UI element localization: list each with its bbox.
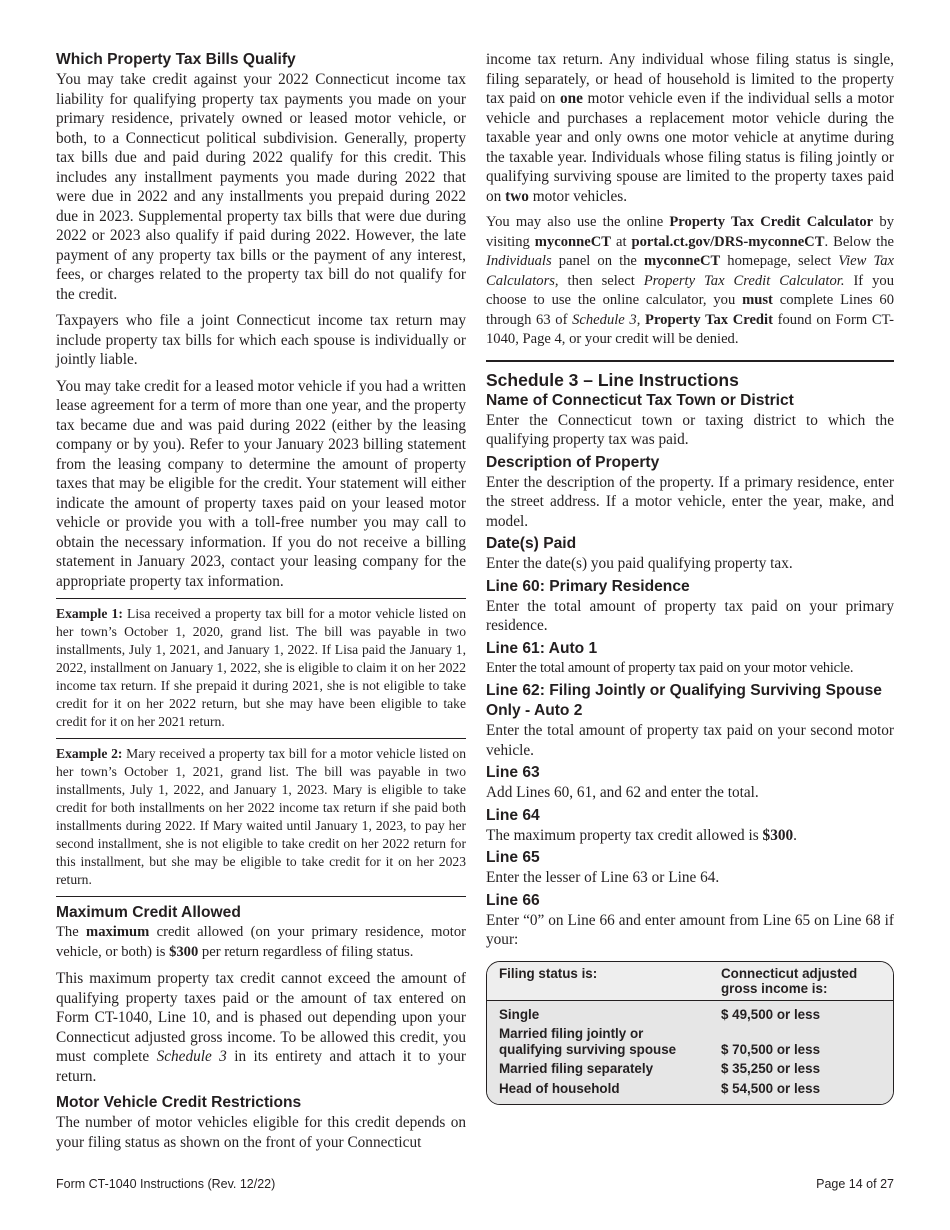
line-63-paragraph: Add Lines 60, 61, and 62 and enter the total. [486,784,759,801]
max-credit-heading: Maximum Credit Allowed [56,904,241,921]
calculator-paragraph: You may also use the online Property Tax Credit Calculator by visiting myconneCT at portal.ct.gov/DRS-myconneCT. Below the Individuals panel on the myconneCT homepage, select View Tax Calculators, then select Property Tax Credit Calculator. If you choose to use the online calculator, you must complete Lines 60 through 63 of Schedule 3, Property Tax Credit found on Form CT-1040, Page 4, or your credit will be denied. [486,214,895,347]
divider [56,738,466,739]
line-66-heading: Line 66 [486,891,540,909]
max-credit-paragraph-1: The maximum credit allowed (on your primary residence, motor vehicle, or both) is $300 per return regardless of filing status. [56,924,467,960]
table-header [487,962,893,1001]
date-paragraph: Enter the date(s) you paid qualifying property tax. [486,555,793,572]
qualify-heading: Which Property Tax Bills Qualify [56,51,296,68]
income-cell: $ 54,500 or less [721,1080,821,1096]
example-1 [56,605,466,731]
footer-form-id: Form CT-1040 Instructions (Rev. 12/22) [56,1177,276,1191]
example-2-text: Mary received a property tax bill for a motor vehicle listed on her town’s October 1, 2021, grand list. The bill was payable in two installments, July 1, 2022, and January 1, 2023. Mary is eligible to take credit for both installments on her 2022 income tax return if she paid both installments during 2022. If Mary waited until January 1, 2023, to pay her second installment, she is not eligible to take credit on her 2022 return for this installment, but she may be eligible to take credit for it on her 2023 return. [56,746,466,887]
line-60-heading: Line 60: Primary Residence [486,577,690,595]
income-cell: $ 35,250 or less [721,1061,821,1076]
income-header: Connecticut adjusted gross income is: [721,965,858,996]
motor-paragraph-continued: income tax return. Any individual whose filing status is single, filing separately, or head of household is limited to the property tax paid on one motor vehicle even if the individual sells a motor vehicle and purchases a replacement motor vehicle during the taxable year and only owns one motor vehicle at anytime during the taxable year. Individuals whose filing status is filing jointly or qualifying surviving spouse are limited to the property taxes paid on two motor vehicles. [486,51,894,205]
qualify-paragraph-3: You may take credit for a leased motor vehicle if you had a written lease agreement for a term of more than one year, and the property tax became due and was paid during 2022 (either by the leasing company or by you). Refer to your January 2023 billing statement from the leasing company to determine the amount of property taxes that may be eligible for the credit. Your statement will either indicate the amount of property taxes paid on your leased motor vehicle or provide you with a toll-free number you may call to obtain the necessary information. If you do not receive a billing statement in January 2023, contact your leasing company for the appropriate property tax information. [56,377,466,590]
filing-status-table [486,961,894,1106]
line-62-heading: Line 62: Filing Jointly or Qualifying Surviving Spouse Only - Auto 2 [486,682,882,719]
motor-paragraph-1: The number of motor vehicles eligible for this credit depends on your filing status as shown on the front of your Connecticut [56,1114,466,1151]
filing-status-header: Filing status is: [499,965,598,981]
filing-status-cell: Married filing jointly or [499,1026,644,1041]
divider [486,360,894,362]
table-row [499,1079,881,1099]
table-row [499,1059,881,1079]
schedule-title: Schedule 3 – Line Instructions [486,369,739,390]
footer-page-number: Page 14 of 27 [816,1177,894,1191]
description-heading: Description of Property [486,453,660,471]
example-2-label: Example 2: [56,746,123,761]
line-65-paragraph: Enter the lesser of Line 63 or Line 64. [486,869,720,886]
income-cell: $ 49,500 or less [721,1006,821,1022]
line-60-paragraph: Enter the total amount of property tax paid on your primary residence. [486,597,894,634]
example-2 [56,745,466,889]
example-1-text: Lisa received a property tax bill for a motor vehicle listed on her town’s October 1, 2020, grand list. The bill was payable in two installments, July 1, 2021, and January 1, 2022. If Lisa paid the January 1, 2022, installment on January 1, 2022, she is eligible to claim it on her 2022 income tax return. If she prepaid it during 2021, she is not eligible to take credit for it on her 2022 return, but she may have been eligible to take credit for it on her 2021 return. [56,606,467,729]
line-64-heading: Line 64 [486,806,540,824]
divider [56,598,466,599]
example-1-label: Example 1: [56,606,123,621]
divider [56,896,466,897]
line-65-heading: Line 65 [486,849,540,866]
filing-status-cell: Single [499,1006,540,1022]
qualify-paragraph-1: You may take credit against your 2022 Connecticut income tax liability for qualifying property tax payments you made on your primary residence, privately owned or leased motor vehicle, or both, to a Connecticut political subdivision. Generally, property tax bills due and paid during 2022 qualify for this credit. This includes any installment payments you made during 2022 that were due in 2022 and any installments you prepaid during 2022 due in 2023. Supplemental property tax bills that were due during 2022 or 2023 also qualify if paid during 2022. However, the late payment of any property tax bills or the payment of any interest, fees, or charges related to the property tax bill do not qualify for the credit. [56,71,466,303]
table-row [499,1024,881,1059]
town-paragraph: Enter the Connecticut town or taxing district to which the qualifying property tax was paid. [486,411,894,448]
line-61-paragraph: Enter the total amount of property tax paid on your motor vehicle. [486,659,854,676]
line-64-paragraph: The maximum property tax credit allowed is $300. [486,826,797,844]
town-heading: Name of Connecticut Tax Town or District [486,391,794,409]
filing-status-cell: Married filing separately [499,1061,654,1076]
line-63-heading: Line 63 [486,764,540,781]
left-column [56,50,466,1152]
filing-status-cell: Head of household [499,1080,620,1096]
max-credit-paragraph-2: This maximum property tax credit cannot exceed the amount of qualifying property taxes paid or the amount of tax entered on Form CT-1040, Line 10, and is phased out depending upon your Connecticut adjusted gross income. To be allowed this credit, you must complete Schedule 3 in its entirety and attach it to your return. [56,970,466,1085]
line-62-paragraph: Enter the total amount of property tax paid on your second motor vehicle. [486,722,894,759]
line-66-paragraph: Enter “0” on Line 66 and enter amount from Line 65 on Line 68 if your: [486,911,894,948]
qualify-paragraph-2: Taxpayers who file a joint Connecticut income tax return may include property tax bills for which each spouse is individually or jointly liable. [56,312,466,368]
table-row [499,1005,881,1025]
line-61-heading: Line 61: Auto 1 [486,639,598,657]
table-body [487,1001,893,1105]
right-column [486,50,894,1105]
date-heading: Date(s) Paid [486,535,577,552]
filing-status-cell-line-2: qualifying surviving spouse [499,1041,677,1057]
income-cell: $ 70,500 or less [721,1041,821,1057]
motor-heading: Motor Vehicle Credit Restrictions [56,1094,302,1111]
description-paragraph: Enter the description of the property. If a primary residence, enter the street address. If a motor vehicle, enter the year, make, and model. [486,473,894,530]
